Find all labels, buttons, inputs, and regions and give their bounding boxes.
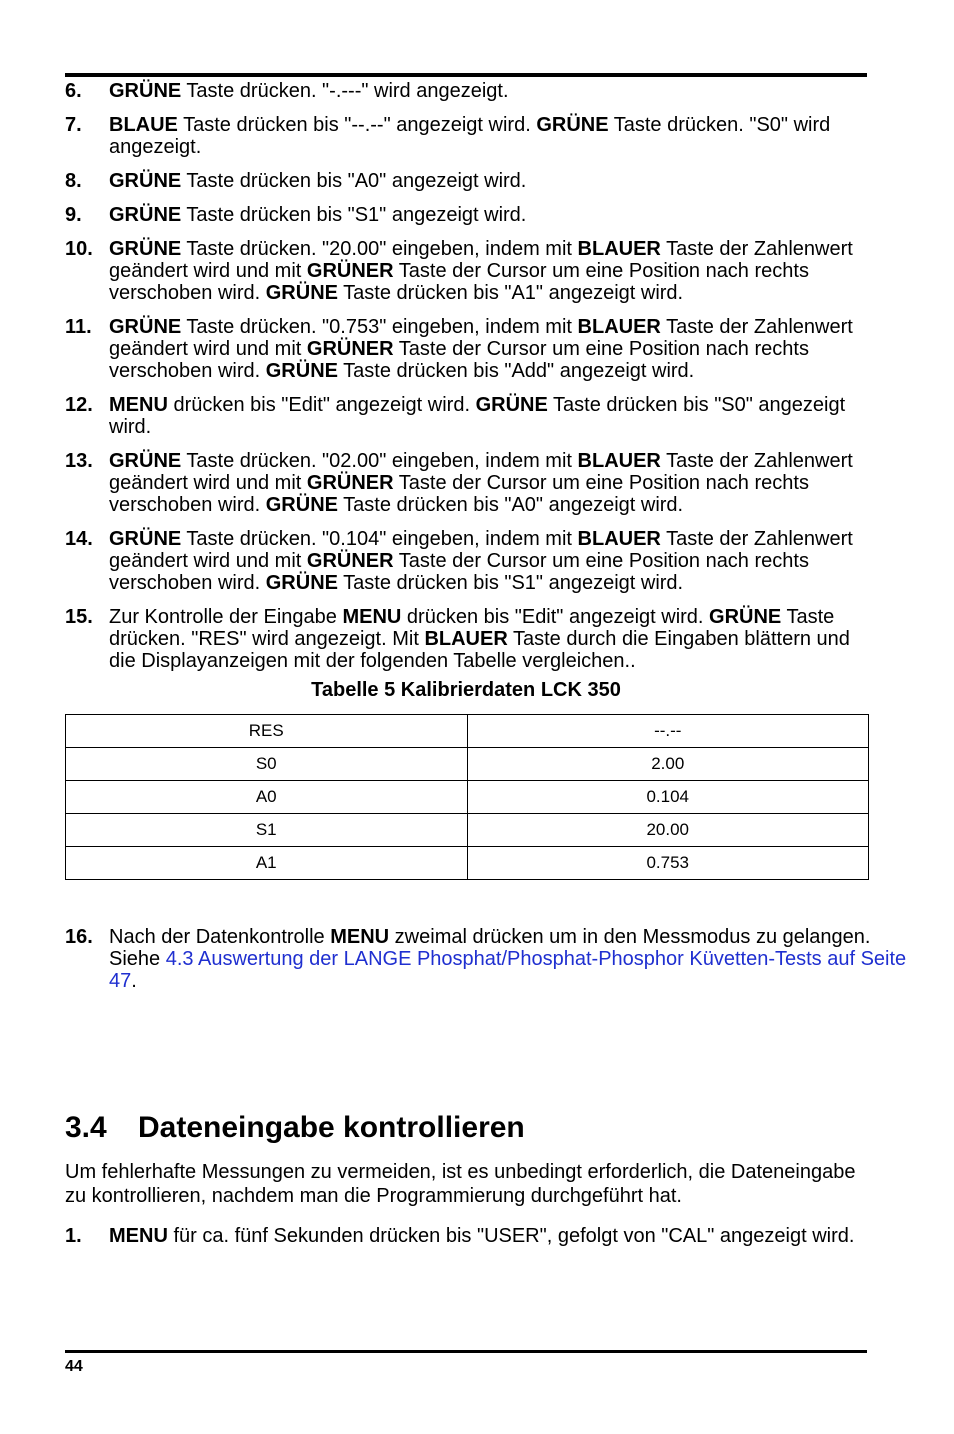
- step-key: GRÜNER: [306, 260, 394, 282]
- section-step-1: [65, 1224, 909, 1248]
- step-16: [65, 926, 909, 992]
- step-text: Taste drücken bis "S0" angezeigt wird.: [109, 394, 846, 438]
- table-cell-parameter: S1: [66, 814, 468, 847]
- step-key: MENU: [342, 606, 402, 628]
- step-text: Nach der Datenkontrolle: [109, 926, 331, 948]
- table-row: [66, 847, 869, 880]
- step-text: Taste drücken. "02.00" eingeben, indem mit: [181, 450, 578, 472]
- step-number: 9.: [65, 204, 82, 226]
- step-key: GRÜNE: [109, 80, 182, 102]
- step-number: 10.: [65, 238, 93, 260]
- step-key: BLAUER: [577, 238, 661, 260]
- step-item: [65, 316, 865, 382]
- step-text: Taste der Cursor um eine Position nach rechts verschoben wird.: [109, 338, 809, 382]
- step-key: GRÜNE: [109, 450, 182, 472]
- step-item: [65, 238, 865, 304]
- step-text: Taste durch die Eingaben blättern und die Displayanzeigen mit der folgenden Tabelle vergleichen..: [109, 628, 850, 672]
- step-key: GRÜNE: [709, 606, 782, 628]
- step-text: Taste der Cursor um eine Position nach rechts verschoben wird.: [109, 472, 809, 516]
- table-row: [66, 748, 869, 781]
- table-cell-parameter: RES: [66, 715, 468, 748]
- step-number: 15.: [65, 606, 93, 628]
- step-text: Taste drücken bis "S1" angezeigt wird.: [181, 204, 527, 226]
- step-text: Taste drücken. "-.---" wird angezeigt.: [181, 80, 509, 102]
- step-key: BLAUER: [577, 316, 661, 338]
- section-intro: Um fehlerhafte Messungen zu vermeiden, ist es unbedingt erforderlich, die Dateneingabe zu kontrollieren, nachdem man die Programmierung durchgeführt hat.: [65, 1161, 856, 1207]
- procedure-steps: [65, 80, 865, 684]
- step-item: [65, 204, 865, 226]
- step-text: Taste der Zahlenwert geändert wird und mit: [109, 316, 853, 360]
- step-key: GRÜNER: [306, 472, 394, 494]
- calibration-table: [65, 714, 869, 880]
- step-key: BLAUE: [109, 114, 178, 136]
- step-text: Taste drücken bis "A1" angezeigt wird.: [337, 282, 684, 304]
- step-key: GRÜNE: [109, 204, 182, 226]
- step-text: drücken bis "Edit" angezeigt wird.: [167, 394, 476, 416]
- step-key: GRÜNE: [265, 282, 338, 304]
- section-title: Dateneingabe kontrollieren: [138, 1111, 525, 1144]
- step-number: 1.: [65, 1225, 82, 1247]
- step-text: Taste drücken bis "S1" angezeigt wird.: [337, 572, 684, 594]
- step-number: 16.: [65, 926, 93, 948]
- section-number: 3.4: [65, 1111, 107, 1144]
- table-row: [66, 715, 869, 748]
- step-item: [65, 606, 865, 672]
- step-text: für ca. fünf Sekunden drücken bis "USER", gefolgt von "CAL" angezeigt wird.: [167, 1225, 855, 1247]
- step-text: Zur Kontrolle der Eingabe: [109, 606, 343, 628]
- step-item: [65, 114, 865, 158]
- step-key: GRÜNE: [109, 528, 182, 550]
- step-text: Taste drücken. "20.00" eingeben, indem mit: [181, 238, 578, 260]
- bottom-rule: [65, 1350, 867, 1353]
- step-key: GRÜNER: [306, 338, 394, 360]
- table-cell-value: 0.753: [467, 847, 869, 880]
- table-row: [66, 814, 869, 847]
- step-number: 6.: [65, 80, 82, 102]
- step-text: Taste drücken. "0.753" eingeben, indem mit: [181, 316, 578, 338]
- step-number: 14.: [65, 528, 93, 550]
- step-key: MENU: [109, 394, 168, 416]
- cross-reference-link[interactable]: 4.3 Auswertung der LANGE Phosphat/Phosphat-Phosphor Küvetten-Tests auf Seite 47: [109, 948, 907, 992]
- step-key: GRÜNE: [475, 394, 548, 416]
- table-cell-parameter: S0: [66, 748, 468, 781]
- step-key: MENU: [109, 1225, 168, 1247]
- table-cell-parameter: A1: [66, 847, 468, 880]
- step-key: GRÜNE: [109, 316, 182, 338]
- step-text: .: [131, 970, 137, 992]
- step-key: GRÜNE: [109, 170, 182, 192]
- step-number: 13.: [65, 450, 93, 472]
- step-key: MENU: [330, 926, 390, 948]
- step-text: Taste der Cursor um eine Position nach rechts verschoben wird.: [109, 550, 809, 594]
- step-text: Taste der Zahlenwert geändert wird und mit: [109, 528, 853, 572]
- step-key: BLAUER: [577, 528, 661, 550]
- step-text: Taste drücken bis "A0" angezeigt wird.: [337, 494, 684, 516]
- table-cell-value: --.--: [467, 715, 869, 748]
- step-number: 11.: [65, 316, 92, 338]
- step-key: BLAUER: [424, 628, 508, 650]
- step-item: [65, 450, 865, 516]
- table-row: [66, 781, 869, 814]
- step-number: 7.: [65, 114, 82, 136]
- table-caption: Tabelle 5 Kalibrierdaten LCK 350: [311, 679, 621, 701]
- step-text: Taste der Zahlenwert geändert wird und mit: [109, 238, 853, 282]
- step-key: GRÜNE: [265, 494, 338, 516]
- step-text: zweimal drücken um in den Messmodus zu gelangen. Siehe: [109, 926, 871, 970]
- step-text: Taste drücken. "S0" wird angezeigt.: [109, 114, 831, 158]
- table-cell-value: 2.00: [467, 748, 869, 781]
- top-rule: [65, 73, 867, 77]
- step-text: Taste drücken bis "--.--" angezeigt wird.: [177, 114, 537, 136]
- step-text: drücken bis "Edit" angezeigt wird.: [401, 606, 710, 628]
- table-cell-value: 0.104: [467, 781, 869, 814]
- step-text: Taste drücken. "0.104" eingeben, indem mit: [181, 528, 578, 550]
- step-item: [65, 170, 865, 192]
- step-key: GRÜNER: [306, 550, 394, 572]
- step-key: GRÜNE: [536, 114, 609, 136]
- step-item: [65, 528, 865, 594]
- step-text: Taste drücken. "RES" wird angezeigt. Mit: [109, 606, 835, 650]
- step-key: GRÜNE: [109, 238, 182, 260]
- step-text: Taste drücken bis "A0" angezeigt wird.: [181, 170, 527, 192]
- step-key: GRÜNE: [265, 360, 338, 382]
- step-text: Taste der Cursor um eine Position nach rechts verschoben wird.: [109, 260, 809, 304]
- step-key: BLAUER: [577, 450, 661, 472]
- section-heading: [65, 1108, 525, 1148]
- step-item: [65, 394, 865, 438]
- step-text: Taste der Zahlenwert geändert wird und mit: [109, 450, 853, 494]
- step-key: GRÜNE: [265, 572, 338, 594]
- step-number: 8.: [65, 170, 82, 192]
- table-cell-value: 20.00: [467, 814, 869, 847]
- step-item: [65, 80, 865, 102]
- step-text: Taste drücken bis "Add" angezeigt wird.: [337, 360, 695, 382]
- table-cell-parameter: A0: [66, 781, 468, 814]
- page-number: 44: [65, 1358, 83, 1375]
- step-number: 12.: [65, 394, 93, 416]
